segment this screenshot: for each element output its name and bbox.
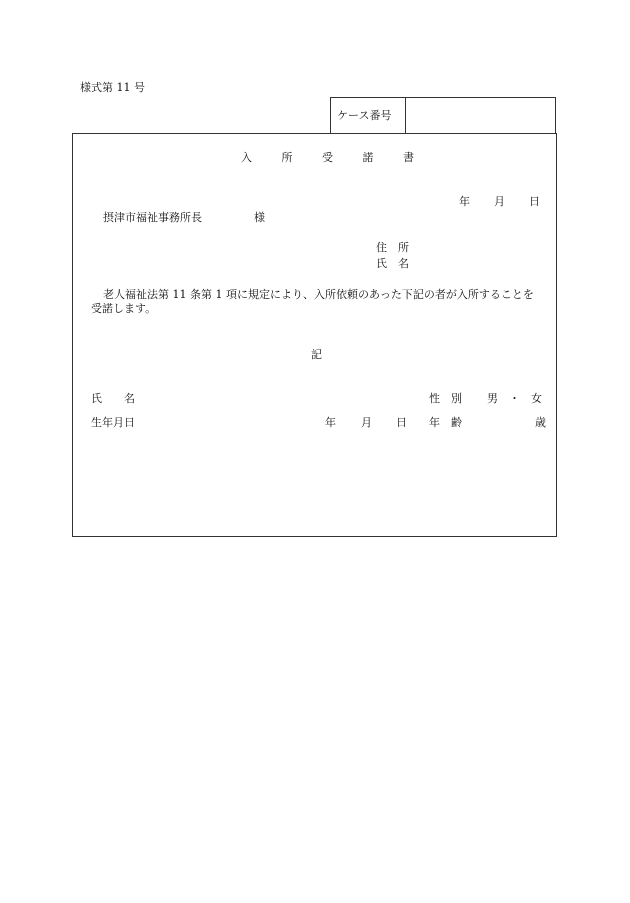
form-frame — [72, 133, 557, 537]
body-text-line1: 老人福祉法第 11 条第 1 項に規定により、入所依頼のあった下記の者が入所することを — [103, 288, 534, 301]
title-char: 受 — [322, 151, 333, 164]
addressee-name: 摂津市福祉事務所長 — [103, 211, 202, 224]
birth-day: 日 — [396, 416, 407, 429]
birth-month: 月 — [361, 416, 372, 429]
person-birth-label: 生年月日 — [91, 416, 135, 429]
title-char: 諾 — [362, 151, 374, 164]
case-number-divider — [405, 98, 406, 134]
case-number-label: ケース番号 — [337, 109, 392, 122]
person-age-unit: 歳 — [535, 416, 546, 429]
applicant-address-label: 住 所 — [376, 241, 409, 254]
title-char: 書 — [403, 151, 414, 164]
body-text-line2: 受諾します。 — [91, 302, 157, 315]
form-number: 様式第 11 号 — [80, 81, 145, 94]
person-sex-label: 性 別 — [429, 392, 462, 405]
person-sex-options: 男 ・ 女 — [487, 392, 542, 405]
date-year: 年 — [459, 195, 470, 208]
applicant-name-label: 氏 名 — [376, 257, 409, 270]
title-char: 所 — [281, 151, 293, 164]
person-name-label: 氏 名 — [91, 392, 135, 405]
addressee-honorific: 様 — [254, 211, 265, 224]
title-char: 入 — [241, 151, 252, 164]
document-title — [241, 151, 414, 165]
birth-year: 年 — [325, 416, 336, 429]
date-day: 日 — [529, 195, 540, 208]
ki-heading: 記 — [311, 348, 322, 361]
date-month: 月 — [494, 195, 505, 208]
case-number-box — [330, 97, 556, 133]
person-age-label: 年 齢 — [429, 416, 462, 429]
